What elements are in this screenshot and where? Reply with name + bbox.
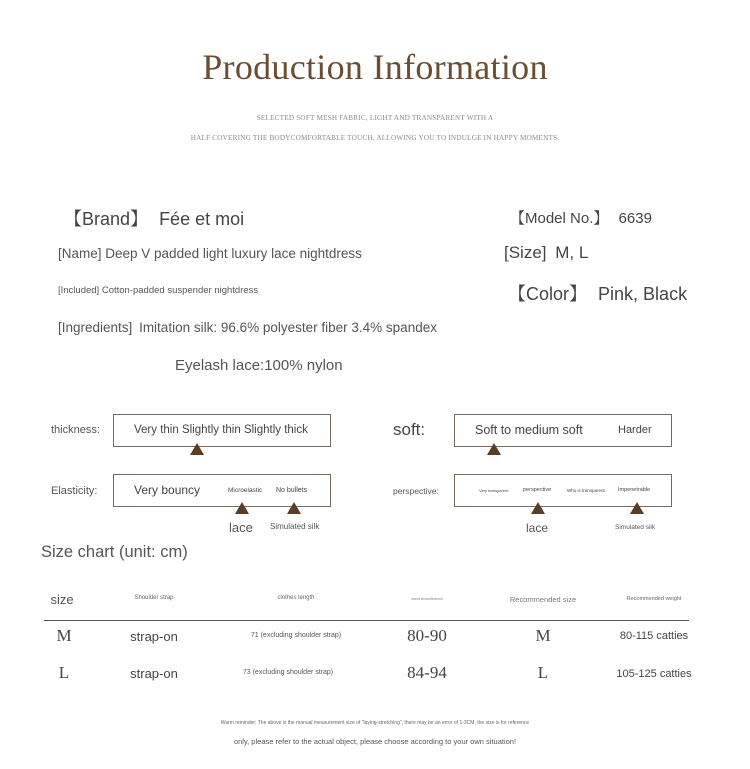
perspective-option-3: Who is transparent xyxy=(567,488,605,493)
brand-row xyxy=(64,205,244,231)
color-label: 【Color】 xyxy=(508,284,588,304)
footer-line-1: Warm reminder: The above is the manual measurement size of "laying-stretching", there may be an error of 1-3CM, the size is for reference xyxy=(220,720,530,726)
elasticity-marker-silk-icon xyxy=(287,502,301,514)
row-m-size: M xyxy=(56,626,72,645)
elasticity-option-3: No bullets xyxy=(276,487,308,494)
brand-value: Fée et moi xyxy=(159,209,245,229)
size-label: [Size] xyxy=(504,243,547,262)
header-recommended-weight: Recommended weight xyxy=(626,596,682,602)
row-l-clothes-length: 73 (excluding shoulder strap) xyxy=(242,669,334,676)
thickness-options: Very thin Slightly thin Slightly thick xyxy=(134,424,308,436)
perspective-marker-lace-label: lace xyxy=(526,521,549,535)
model-row xyxy=(510,207,652,228)
perspective-marker-lace-icon xyxy=(531,502,545,514)
size-chart-title: Size chart (unit: cm) xyxy=(41,543,188,561)
ingredients-line xyxy=(58,320,437,335)
header-chest-circumference: chest circumference xyxy=(411,597,443,601)
perspective-marker-silk-label: Simulated silk xyxy=(615,524,656,531)
row-m-recommended-size: M xyxy=(535,626,551,645)
elasticity-option-1: Very bouncy xyxy=(134,483,201,497)
row-m-shoulder-strap: strap-on xyxy=(130,629,178,644)
subtitle-line-1: SELECTED SOFT MESH FABRIC, LIGHT AND TRANSPARENT WITH A xyxy=(256,114,494,122)
row-l-size: L xyxy=(58,663,70,682)
row-l-chest: 84-94 xyxy=(407,663,447,682)
ingredients-label: [Ingredients] xyxy=(58,320,133,335)
row-m-chest: 80-90 xyxy=(407,626,447,645)
soft-option-1: Soft to medium soft xyxy=(475,423,583,437)
header-clothes-length: clothes length xyxy=(277,595,315,601)
footer-line-2: only, please refer to the actual object, please choose according to your own situation! xyxy=(233,737,517,746)
perspective-option-2: perspective xyxy=(523,487,552,493)
soft-option-2: Harder xyxy=(618,424,652,436)
page-title: Production Information xyxy=(202,47,548,87)
color-row xyxy=(508,280,687,306)
perspective-marker-silk-icon xyxy=(630,502,644,514)
ingredients-value: Imitation silk: 96.6% polyester fiber 3.4% spandex xyxy=(139,320,437,335)
name-line: [Name] Deep V padded light luxury lace nightdress xyxy=(58,246,362,261)
model-value: 6639 xyxy=(618,210,652,227)
row-l-recommended-size: L xyxy=(537,663,549,682)
row-l-recommended-weight: 105-125 catties xyxy=(616,668,692,680)
perspective-option-1: Very transparent xyxy=(479,488,509,493)
row-m-recommended-weight: 80-115 catties xyxy=(619,630,689,642)
included-line: [Included] Cotton-padded suspender nightdress xyxy=(58,285,259,296)
row-l-shoulder-strap: strap-on xyxy=(130,666,178,681)
perspective-option-4: Impenetrable xyxy=(618,487,651,493)
color-value: Pink, Black xyxy=(598,284,688,304)
elasticity-label: Elasticity: xyxy=(51,485,98,497)
table-divider xyxy=(44,620,689,621)
size-row xyxy=(504,243,588,263)
size-value: M, L xyxy=(555,243,589,262)
header-size: size xyxy=(50,592,74,607)
header-shoulder-strap: Shoulder strap xyxy=(134,595,174,601)
model-label: 【Model No.】 xyxy=(510,210,609,227)
header-recommended-size: Recommended size xyxy=(509,595,577,604)
elasticity-marker-lace-label: lace xyxy=(229,520,253,535)
soft-marker-icon xyxy=(487,443,501,455)
row-m-clothes-length: 71 (excluding shoulder strap) xyxy=(250,632,342,639)
thickness-marker-icon xyxy=(190,443,204,455)
brand-label: 【Brand】 xyxy=(64,209,149,229)
elasticity-marker-silk-label: Simulated silk xyxy=(270,522,320,531)
lace-line: Eyelash lace:100% nylon xyxy=(175,357,343,374)
soft-label: soft: xyxy=(393,420,426,439)
elasticity-marker-lace-icon xyxy=(235,502,249,514)
thickness-scale-box xyxy=(113,414,331,447)
elasticity-option-2: Microelastic xyxy=(228,487,263,494)
perspective-label: perspective: xyxy=(393,486,439,496)
subtitle-line-2: HALF COVERING THE BODYCOMFORTABLE TOUCH, ALLOWING YOU TO INDULGE IN HAPPY MOMENTS. xyxy=(190,134,560,142)
thickness-label: thickness: xyxy=(51,424,100,436)
